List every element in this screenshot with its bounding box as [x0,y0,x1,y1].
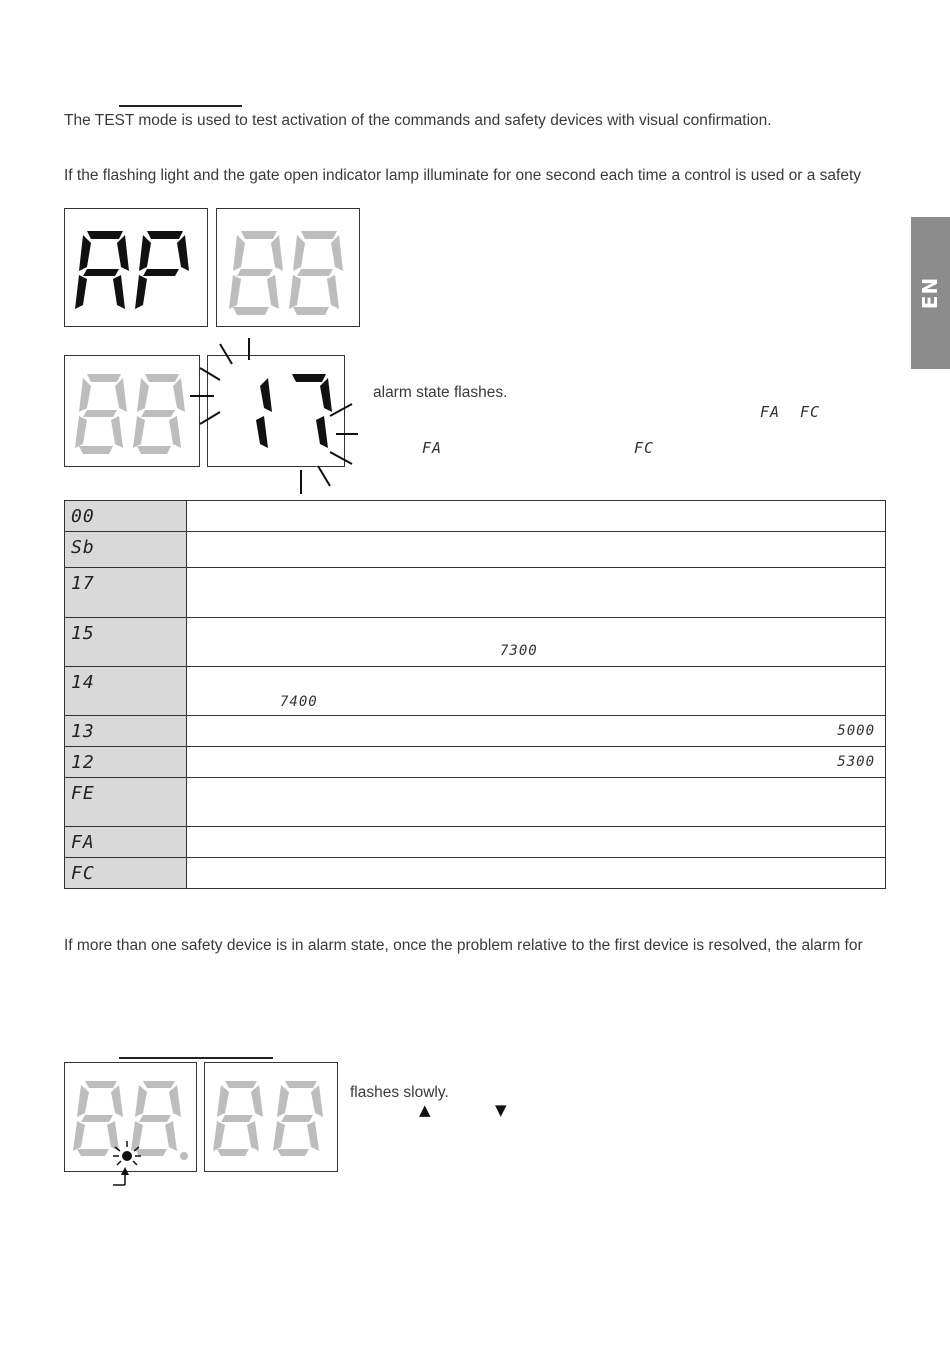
display-bottom-right [204,1062,338,1172]
code-cell: 13 [65,716,187,747]
code-cell: FC [65,858,187,889]
table-row [65,716,886,747]
pointer-arrow-icon [113,1165,133,1195]
table-row [65,778,886,827]
seven-segment-off [65,356,199,466]
description-cell [187,667,886,716]
description-cell [187,568,886,618]
paragraph-multiple-alarms: If more than one safety device is in alarm state, once the problem relative to the first device is resolved, the alarm for [64,937,863,954]
display-middle-left [64,355,200,467]
model-note: 5000 [837,723,875,739]
description-cell [187,716,886,747]
inline-code-fc-2: FC [634,439,655,457]
code-cell: FA [65,827,187,858]
language-tab-label: EN [918,276,943,310]
model-note: 5300 [837,754,875,770]
display-top-left [64,208,208,327]
description-cell [187,501,886,532]
seven-segment-ap [65,209,207,326]
up-arrow-icon: ▲ [419,1101,431,1119]
model-note: 7400 [280,694,318,710]
table-row [65,532,886,568]
table-row [65,827,886,858]
code-cell: 14 [65,667,187,716]
paragraph-flashing-light: If the flashing light and the gate open indicator lamp illuminate for one second each time a control is used or a safety [64,167,862,184]
code-cell: Sb [65,532,187,568]
heading-underline [119,105,242,107]
inline-code-fa-2: FA [422,439,443,457]
code-cell: 17 [65,568,187,618]
description-cell [187,618,886,667]
code-cell: 00 [65,501,187,532]
seven-segment-off-with-dot [65,1063,196,1171]
description-cell [187,858,886,889]
description-cell [187,827,886,858]
alarm-code-table [64,500,886,889]
table-row [65,618,886,667]
heading-underline [119,1057,273,1059]
inline-code-fc: FC [800,403,821,421]
display-top-right [216,208,360,327]
down-arrow-icon: ▼ [495,1101,507,1119]
display-bottom-left [64,1062,197,1172]
seven-segment-off [217,209,359,326]
paragraph-test-mode: The TEST mode is used to test activation of the commands and safety devices with visual confirmation. [64,112,772,129]
flashing-rays-icon [190,330,360,500]
table-row [65,667,886,716]
flashes-slowly-text: flashes slowly. [350,1084,449,1101]
description-cell [187,532,886,568]
table-row [65,747,886,778]
table-row [65,568,886,618]
code-cell: 15 [65,618,187,667]
description-cell [187,747,886,778]
description-cell [187,778,886,827]
alarm-state-text: alarm state flashes. [373,384,508,401]
code-cell: FE [65,778,187,827]
inline-code-fa: FA [760,403,781,421]
table-row [65,501,886,532]
code-cell: 12 [65,747,187,778]
seven-segment-off [205,1063,337,1171]
model-note: 7300 [500,643,538,659]
table-row [65,858,886,889]
language-tab [911,217,950,369]
